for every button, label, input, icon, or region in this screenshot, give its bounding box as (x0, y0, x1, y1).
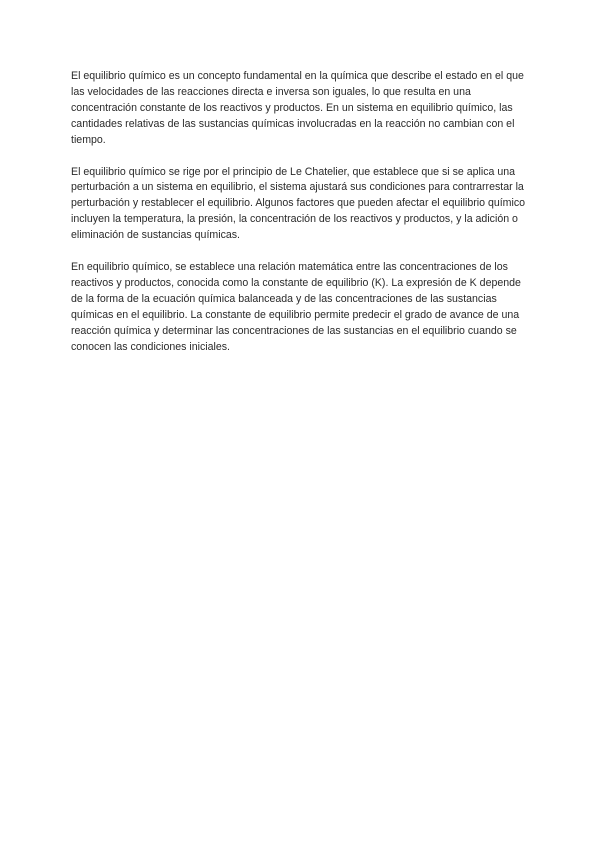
paragraph-3: En equilibrio químico, se establece una relación matemática entre las concentraciones de los reactivos y productos, conocida como la constante de equilibrio (K). La expresión de K depende de la forma de la ecuación química balanceada y de las concentraciones de las sustancias químicas en el equilibrio. La constante de equilibrio permite predecir el grado de avance de una reacción química y determinar las concentraciones de las sustancias en el equilibrio cuando se conocen las condiciones iniciales. (71, 261, 521, 353)
paragraph-2: El equilibrio químico se rige por el principio de Le Chatelier, que establece que si se aplica una perturbación a un sistema en equilibrio, el sistema ajustará sus condiciones para contrarrestar la perturbación y restablecer el equilibrio. Algunos factores que pueden afectar el equilibrio químico incluyen la temperatura, la presión, la concentración de los reactivos y productos, y la adición o eliminación de sustancias químicas. (71, 165, 526, 242)
paragraph-1: El equilibrio químico es un concepto fundamental en la química que describe el estado en el que las velocidades de las reacciones directa e inversa son iguales, lo que resulta en una concentración constante de los reactivos y productos. En un sistema en equilibrio químico, las cantidades relativas de las sustancias químicas involucradas en la reacción no cambian con el tiempo. (71, 70, 524, 146)
document-body (71, 69, 529, 372)
